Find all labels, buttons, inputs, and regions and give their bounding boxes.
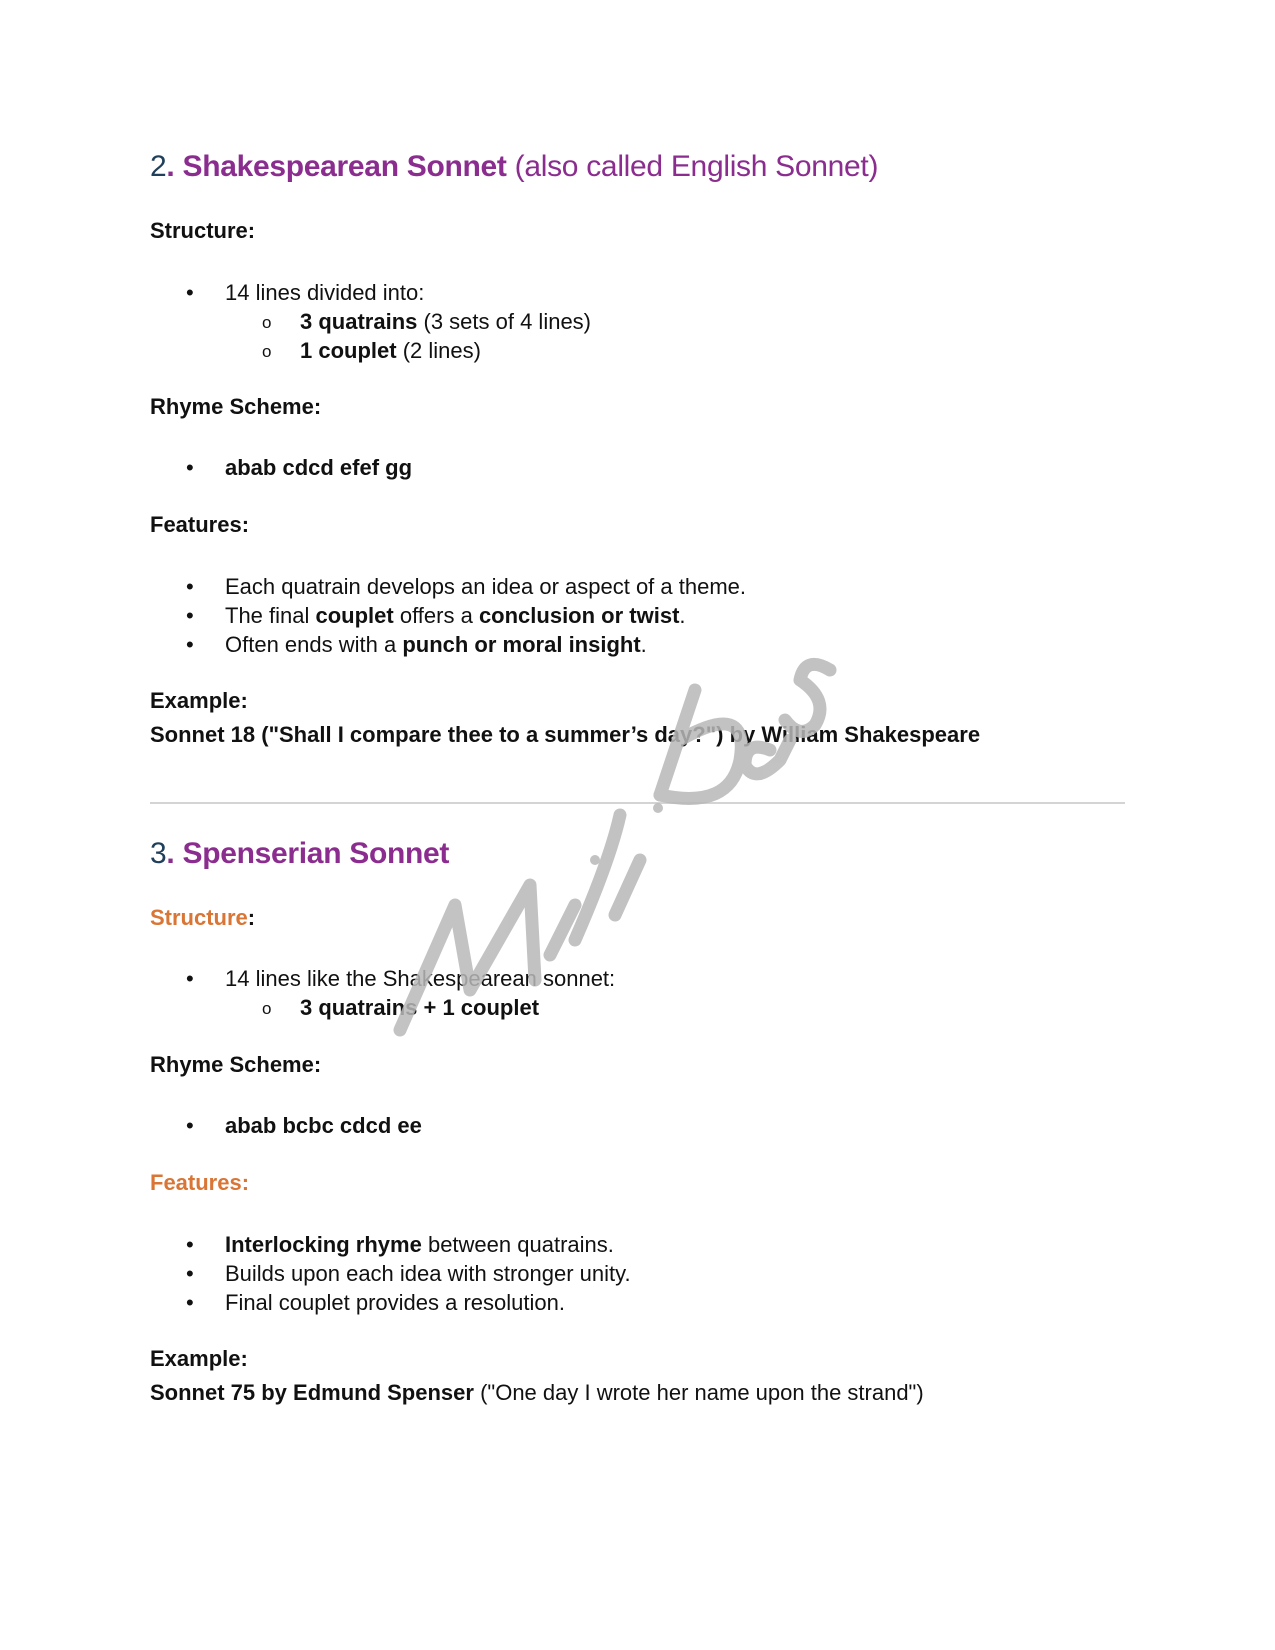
- structure-label: Structure:: [150, 218, 256, 243]
- section-3-heading: [150, 837, 449, 871]
- example-text: Sonnet 75 by Edmund Spenser ("One day I wrote her name upon the strand"): [150, 1380, 924, 1405]
- bullet-icon: •: [186, 280, 194, 305]
- sub-bullet-icon: o: [262, 313, 272, 332]
- structure-label: Structure:: [150, 905, 256, 930]
- example-label: Example:: [150, 1346, 248, 1371]
- bullet-icon: •: [186, 1290, 194, 1315]
- features-label: Features:: [150, 512, 250, 537]
- rhyme-scheme: abab cdcd efef gg: [225, 455, 413, 480]
- bullet-icon: •: [186, 574, 194, 599]
- sub-bullet-icon: o: [262, 342, 272, 361]
- example-text: Sonnet 18 ("Shall I compare thee to a summer’s day?") by William Shakespeare: [150, 722, 981, 747]
- bullet-icon: •: [186, 1261, 194, 1286]
- rhyme-scheme-label: Rhyme Scheme:: [150, 394, 322, 419]
- section-2-heading: [150, 150, 878, 184]
- sub-bullet-icon: o: [262, 999, 272, 1018]
- bullet-icon: •: [186, 603, 194, 628]
- section-subtitle: (also called English Sonnet): [514, 150, 879, 183]
- example-label: Example:: [150, 688, 248, 713]
- features-label: Features:: [150, 1170, 250, 1195]
- bullet-icon: •: [186, 1232, 194, 1257]
- bullet-icon: •: [186, 966, 194, 991]
- rhyme-scheme: abab bcbc cdcd ee: [225, 1113, 422, 1138]
- rhyme-scheme-label: Rhyme Scheme:: [150, 1052, 322, 1077]
- heading-dot: .: [166, 837, 175, 870]
- section-number: 3: [150, 837, 167, 870]
- section-title: Spenserian Sonnet: [182, 837, 450, 870]
- heading-dot: .: [166, 150, 175, 183]
- bullet-icon: •: [186, 455, 194, 480]
- section-number: 2: [150, 150, 167, 183]
- section-title: Shakespearean Sonnet: [182, 150, 507, 183]
- bullet-icon: •: [186, 1113, 194, 1138]
- section-divider: [150, 802, 1125, 804]
- bullet-icon: •: [186, 632, 194, 657]
